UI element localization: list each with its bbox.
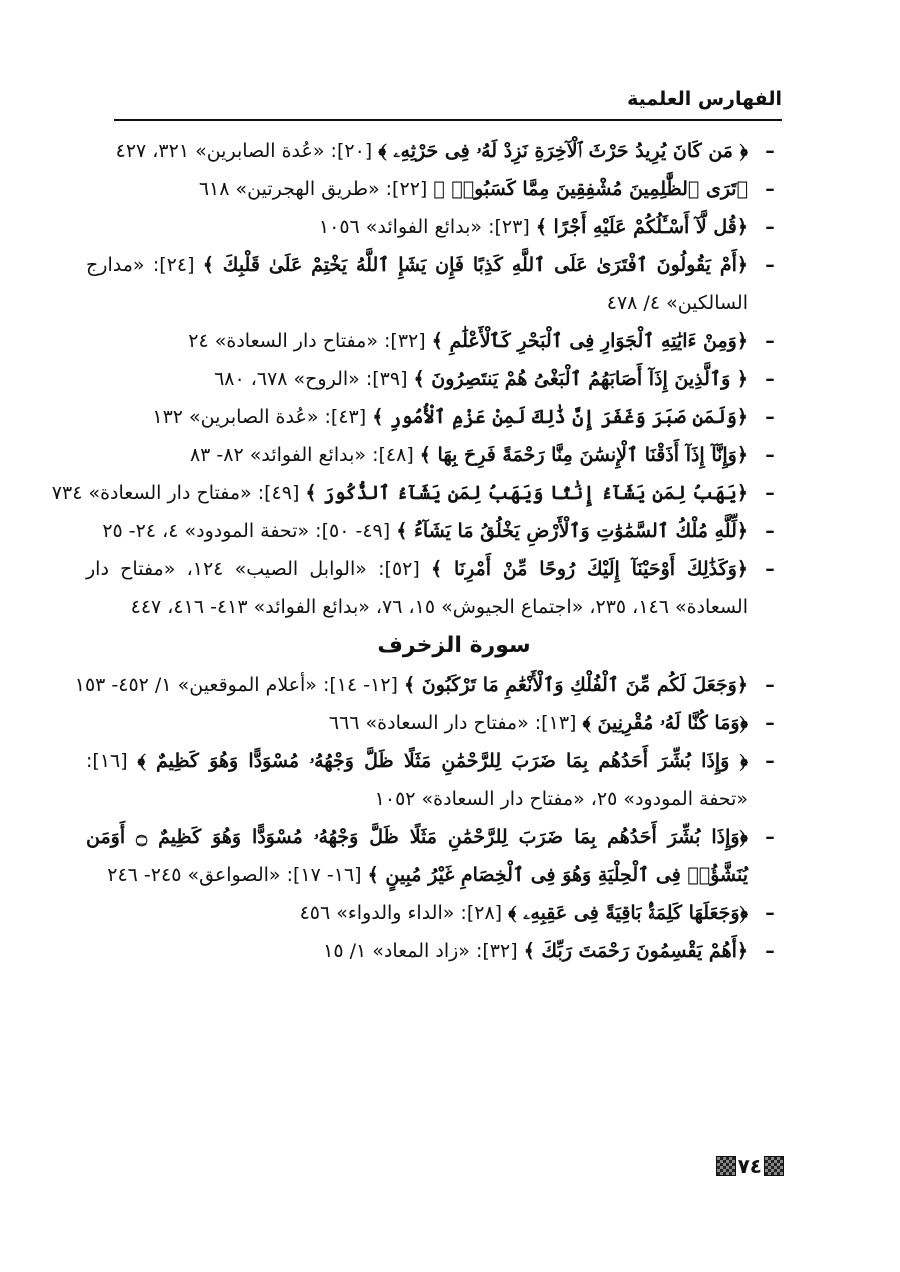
index-content [51, 132, 782, 970]
source-citation: «بدائع الفوائد» ١٠٥٦ [318, 216, 483, 238]
index-entry [86, 246, 782, 322]
verse-text: ﴿وَمَا كُنَّا لَهُۥ مُقْرِنِينَ ﴾ [582, 712, 748, 734]
source-citation: «مدارج السالكين» ٤/ ٤٧٨ [86, 254, 748, 314]
verse-reference: [٢٣]: [488, 216, 530, 238]
source-citation: «عُدة الصابرين» ١٣٢ [152, 406, 319, 428]
index-entry [86, 932, 782, 970]
source-citation: «طريق الهجرتين» ٦١٨ [198, 178, 380, 200]
verse-reference: [٢٤]: [152, 254, 195, 276]
entry-dash: – [765, 216, 775, 238]
verse-text: ﴿قُل لَّآ أَسْـَٔلُكُمْ عَلَيْهِ أَجْرًا ﴾ [535, 216, 748, 238]
source-citation: «تحفة المودود» ٤، ٢٤- ٢٥ [102, 520, 310, 542]
index-entry [86, 894, 782, 932]
entry-dash: – [765, 826, 775, 848]
verse-text: ﴿ وَإِذَا بُشِّرَ أَحَدُهُم بِمَا ضَرَبَ لِلرَّحْمَٰنِ مَثَلًا ظَلَّ وَجْهُهُۥ مُسْوَدًّا وَهُوَ كَظِيمٌ ﴾ [137, 750, 748, 772]
running-header-title: الفهارس العلمية [627, 88, 782, 110]
entry-dash: – [765, 482, 775, 504]
verse-text: ﴿وَجَعَلَ لَكُم مِّنَ ٱلْفُلْكِ وَٱلْأَنْعَٰمِ مَا تَرْكَبُونَ ﴾ [404, 674, 748, 696]
source-citation: «الروح» ٦٧٨، ٦٨٠ [214, 368, 360, 390]
verse-text: ﴿ مَن كَانَ يُرِيدُ حَرْثَ ٱلْآخِرَةِ نَزِدْ لَهُۥ فِى حَرْثِهِۦ ﴾ [378, 140, 748, 162]
entry-dash: – [765, 368, 775, 390]
index-entry [86, 436, 782, 474]
verse-reference: [١٦]: [86, 750, 128, 772]
entry-dash: – [765, 254, 775, 276]
verse-text: ﴿وَإِذَا بُشِّرَ أَحَدُهُم بِمَا ضَرَبَ لِلرَّحْمَٰنِ مَثَلًا ظَلَّ وَجْهُهُۥ مُسْوَدًّا وَهُوَ كَظِيمٌ ۝ أَوَمَن يُنَشَّؤُا۟ فِى ٱلْحِلْيَةِ وَهُوَ فِى ٱلْخِصَامِ غَيْرُ مُبِينٍ ﴾ [86, 826, 748, 886]
source-citation: «زاد المعاد» ١/ ١٥ [323, 940, 470, 962]
index-entry [74, 666, 782, 704]
source-citation: «الصواعق» ٢٤٥- ٢٤٦ [107, 864, 281, 886]
source-citation: «مفتاح دار السعادة» ٧٣٤ [51, 482, 252, 504]
source-citation: «عُدة الصابرين» ٣٢١، ٤٢٧ [115, 140, 325, 162]
verse-reference: [٤٩]: [257, 482, 300, 504]
verse-reference: [٢٢]: [385, 178, 428, 200]
index-entry [86, 208, 782, 246]
index-entry [86, 742, 782, 818]
index-entry [86, 512, 782, 550]
entry-dash: – [765, 330, 775, 352]
verse-reference: [٥٢]: [378, 558, 420, 580]
entry-dash: – [765, 178, 775, 200]
verse-reference: [١٣]: [534, 712, 577, 734]
source-citation: «الداء والدواء» ٤٥٦ [299, 902, 455, 924]
index-entry [86, 818, 782, 894]
source-citation: «بدائع الفوائد» ٨٢- ٨٣ [189, 444, 367, 466]
ornament-icon [764, 1156, 784, 1176]
index-entry [86, 132, 782, 170]
verse-reference: [٤٩- ٥٠]: [315, 520, 391, 542]
verse-reference: [٣٩]: [365, 368, 408, 390]
entry-dash: – [765, 558, 775, 580]
verse-reference: [٢٨]: [460, 902, 503, 924]
verse-text: ﴿لِّلَّهِ مُلْكُ ٱلسَّمَٰوَٰتِ وَٱلْأَرْضِ يَخْلُقُ مَا يَشَآءُ ﴾ [396, 520, 748, 542]
verse-reference: [٤٨]: [372, 444, 414, 466]
entry-dash: – [765, 902, 775, 924]
verse-text: ﴿وَإِنَّآ إِذَآ أَذَقْنَا ٱلْإِنسَٰنَ مِنَّا رَحْمَةً فَرِحَ بِهَا ﴾ [419, 444, 748, 466]
entry-dash: – [765, 940, 775, 962]
entry-dash: – [765, 140, 775, 162]
verse-reference: [٢٠]: [330, 140, 373, 162]
entry-dash: – [765, 520, 775, 542]
index-list-zukhruf [74, 666, 782, 970]
index-entry [86, 550, 782, 626]
index-entry [86, 322, 782, 360]
entry-dash: – [765, 674, 775, 696]
source-citation: «أعلام الموقعين» ١/ ٤٥٢- ١٥٣ [74, 674, 317, 696]
entry-dash: – [765, 750, 775, 772]
index-entry [51, 474, 782, 512]
verse-reference: [١٢- ١٤]: [322, 674, 398, 696]
page-footer [716, 1153, 784, 1179]
index-entry [86, 170, 782, 208]
source-citation: «الوابل الصيب» ١٢٤، «مفتاح دار السعادة» ١٤٦، ٢٣٥، «اجتماع الجيوش» ١٥، ٧٦، «بدائع الفوائد» ٤١٣- ٤١٦، ٤٤٧ [86, 558, 748, 618]
entry-dash: – [765, 712, 775, 734]
page-number: ٧٤ [737, 1154, 762, 1178]
verse-text: ﴿أَهُمْ يَقْسِمُونَ رَحْمَتَ رَبِّكَ ﴾ [523, 940, 748, 962]
verse-text: ﴿وَمِنْ ءَايَٰتِهِ ٱلْجَوَارِ فِى ٱلْبَحْرِ كَٱلْأَعْلَٰمِ ﴾ [431, 330, 748, 352]
verse-text: ﴿تَرَى ٱلظَّٰلِمِينَ مُشْفِقِينَ مِمَّا كَسَبُوا۟ ﴾ [433, 178, 748, 200]
entry-dash: – [765, 406, 775, 428]
source-citation: «مفتاح دار السعادة» ٢٤ [188, 330, 378, 352]
verse-reference: [١٦- ١٧]: [286, 864, 362, 886]
verse-text: ﴿أَمْ يَقُولُونَ ٱفْتَرَىٰ عَلَى ٱللَّهِ كَذِبًا فَإِن يَشَإِ ٱللَّهُ يَخْتِمْ عَلَىٰ قَلْبِكَ ﴾ [202, 254, 748, 276]
verse-reference: [٤٣]: [324, 406, 367, 428]
index-entry [86, 398, 782, 436]
header-rule [114, 119, 782, 121]
verse-text: ﴿وَجَعَلَهَا كَلِمَةًۢ بَاقِيَةً فِى عَقِبِهِۦ ﴾ [508, 902, 748, 924]
index-entry [86, 704, 782, 742]
verse-text: ﴿وَكَذَٰلِكَ أَوْحَيْنَآ إِلَيْكَ رُوحًا مِّنْ أَمْرِنَا ﴾ [431, 558, 749, 580]
verse-text: ﴿يَهَبُ لِمَن يَشَآءُ إِنَٰثًا وَيَهَبُ لِمَن يَشَآءُ ٱلذُّكُورَ ﴾ [305, 482, 748, 504]
verse-text: ﴿وَلَمَن صَبَرَ وَغَفَرَ إِنَّ ذَٰلِكَ لَمِنْ عَزْمِ ٱلْأُمُورِ ﴾ [372, 406, 748, 428]
entry-dash: – [765, 444, 775, 466]
source-citation: «مفتاح دار السعادة» ٦٦٦ [328, 712, 529, 734]
source-citation: «تحفة المودود» ٢٥، «مفتاح دار السعادة» ١٠٥٢ [374, 788, 748, 810]
index-entry [86, 360, 782, 398]
surah-heading: سورة الزخرف [377, 633, 531, 658]
verse-reference: [٣٢]: [475, 940, 518, 962]
verse-reference: [٣٢]: [384, 330, 426, 352]
ornament-icon [716, 1156, 736, 1176]
verse-text: ﴿ وَٱلَّذِينَ إِذَآ أَصَابَهُمُ ٱلْبَغْىُ هُمْ يَنتَصِرُونَ ﴾ [413, 368, 748, 390]
index-list-shura [51, 132, 782, 626]
